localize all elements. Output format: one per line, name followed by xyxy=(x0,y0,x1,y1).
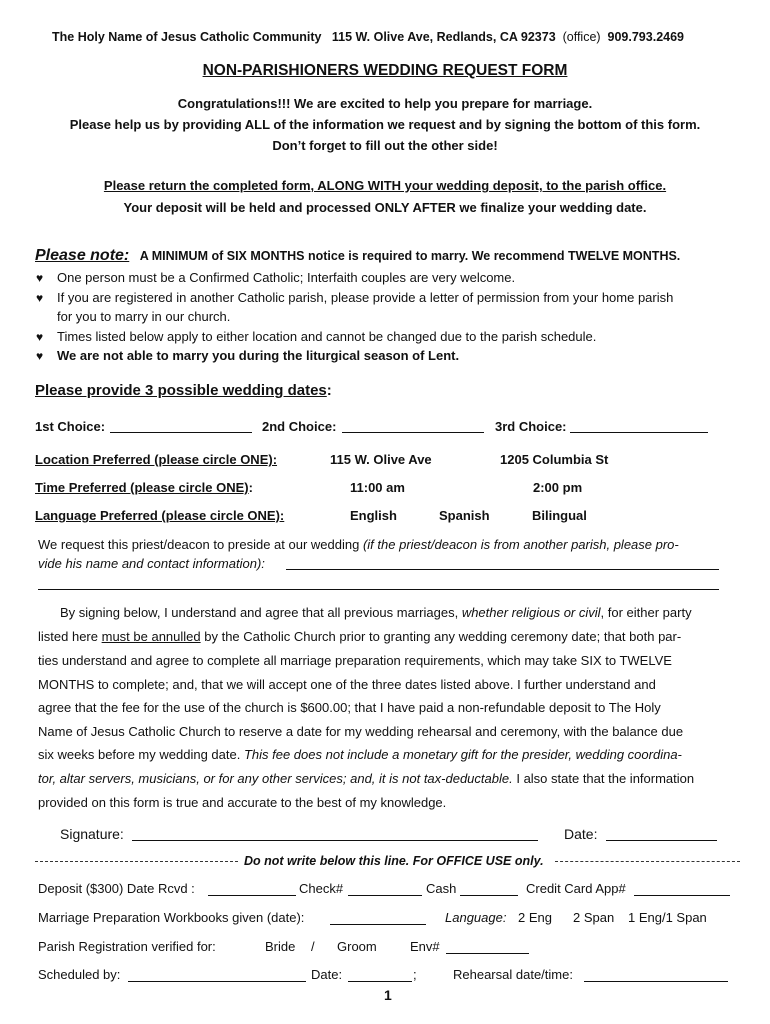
language-option-english[interactable]: English xyxy=(350,508,397,523)
bride-option[interactable]: Bride xyxy=(265,939,296,954)
office-label: (office) xyxy=(562,30,601,44)
signature-date-label: Date: xyxy=(564,826,598,842)
envelope-number-field[interactable] xyxy=(446,953,529,954)
page-title: NON-PARISHIONERS WEDDING REQUEST FORM xyxy=(202,62,568,79)
dates-heading xyxy=(35,382,332,399)
agreement-text: I also state that the information xyxy=(516,771,695,786)
bullet-heart-icon: ♥ xyxy=(36,271,44,285)
third-choice-label: 3rd Choice: xyxy=(495,419,567,434)
agreement-text: By signing below, I understand and agree that all previous marriages, xyxy=(60,605,459,620)
workbooks-label: Marriage Preparation Workbooks given (date): xyxy=(38,910,305,925)
groom-option[interactable]: Groom xyxy=(337,939,377,954)
agreement-underlined-text: must be annulled xyxy=(101,629,201,644)
registration-label: Parish Registration verified for: xyxy=(38,939,216,954)
deposit-instruction: Your deposit will be held and processed ONLY AFTER we finalize your wedding date. xyxy=(123,200,647,215)
priest-info-field-2[interactable] xyxy=(38,589,719,590)
agreement-line xyxy=(38,747,682,762)
bride-groom-separator: / xyxy=(311,939,315,954)
time-label-colon: : xyxy=(248,480,253,495)
time-label: Time Preferred (please circle ONE) xyxy=(35,480,249,495)
language-option-bilingual[interactable]: Bilingual xyxy=(532,508,587,523)
scheduled-date-field[interactable] xyxy=(348,981,412,982)
priest-request-text: We request this priest/deacon to preside at our wedding xyxy=(38,537,360,552)
third-choice-field[interactable] xyxy=(570,432,708,433)
priest-request-note-continued: vide his name and contact information): xyxy=(38,556,265,571)
first-choice-field[interactable] xyxy=(110,432,252,433)
office-phone: 909.793.2469 xyxy=(607,30,684,44)
office-language-option[interactable]: 2 Span xyxy=(573,910,615,925)
org-address: 115 W. Olive Ave, Redlands, CA 92373 xyxy=(331,30,556,44)
return-instruction: Please return the completed form, ALONG WITH your wedding deposit, to the parish office. xyxy=(103,178,667,193)
check-label: Check# xyxy=(299,881,344,896)
priest-request-note: (if the priest/deacon is from another parish, please pro- xyxy=(362,537,679,552)
note-label: Please note: xyxy=(35,247,130,264)
scheduled-date-label: Date: xyxy=(311,967,343,982)
deposit-label: Deposit ($300) Date Rcvd : xyxy=(38,881,195,896)
bullet-heart-icon: ♥ xyxy=(36,291,44,305)
location-option-columbia[interactable]: 1205 Columbia St xyxy=(500,452,609,467)
intro-line-2: Please help us by providing ALL of the information we request and by signing the bottom of this form. xyxy=(69,117,701,132)
note-bullet: We are not able to marry you during the liturgical season of Lent. xyxy=(57,348,460,363)
agreement-line: MONTHS to complete; and, that we will accept one of the three dates listed above. I further understand and xyxy=(38,677,656,692)
note-bullet-continued: for you to marry in our church. xyxy=(57,309,231,324)
agreement-line: Name of Jesus Catholic Church to reserve a date for my wedding rehearsal and ceremony, with the balance due xyxy=(38,724,684,739)
location-option-olive[interactable]: 115 W. Olive Ave xyxy=(330,452,432,467)
time-label-row xyxy=(35,480,253,495)
agreement-line xyxy=(38,629,681,644)
signature-field[interactable] xyxy=(132,840,538,841)
date-received-field[interactable] xyxy=(208,895,296,896)
signature-label: Signature: xyxy=(60,826,124,842)
note-bullet: If you are registered in another Catholic parish, please provide a letter of permission from your home parish xyxy=(57,290,674,305)
time-option-11am[interactable]: 11:00 am xyxy=(350,480,405,495)
office-divider-right xyxy=(555,861,740,862)
office-language-label: Language: xyxy=(445,910,507,925)
header-line xyxy=(52,30,684,44)
language-option-spanish[interactable]: Spanish xyxy=(439,508,490,523)
agreement-italic-text: tor, altar servers, musicians, or for any other services; and, it is not tax-deductable. xyxy=(38,771,513,786)
office-language-option[interactable]: 1 Eng/1 Span xyxy=(628,910,707,925)
scheduled-date-semicolon: ; xyxy=(413,967,417,982)
priest-info-field[interactable] xyxy=(286,569,719,570)
note-row xyxy=(35,247,680,265)
note-text: A MINIMUM of SIX MONTHS notice is required to marry. We recommend TWELVE MONTHS. xyxy=(139,249,681,263)
agreement-text: by the Catholic Church prior to granting any wedding ceremony date; that both par- xyxy=(204,629,682,644)
agreement-italic-text: whether religious or civil xyxy=(461,605,601,620)
scheduled-by-label: Scheduled by: xyxy=(38,967,121,982)
agreement-line: provided on this form is true and accurate to the best of my knowledge. xyxy=(38,795,447,810)
agreement-text: listed here xyxy=(38,629,98,644)
priest-request-line xyxy=(38,537,679,552)
rehearsal-field[interactable] xyxy=(584,981,728,982)
time-option-2pm[interactable]: 2:00 pm xyxy=(533,480,583,495)
office-use-notice: Do not write below this line. For OFFICE USE only. xyxy=(244,854,544,868)
rehearsal-label: Rehearsal date/time: xyxy=(453,967,573,982)
location-label: Location Preferred (please circle ONE): xyxy=(35,452,278,467)
second-choice-label: 2nd Choice: xyxy=(262,419,337,434)
dates-heading-colon: : xyxy=(326,382,332,399)
agreement-line xyxy=(38,771,694,786)
dates-heading-text: Please provide 3 possible wedding dates xyxy=(35,382,327,399)
agreement-text: six weeks before my wedding date. xyxy=(38,747,241,762)
agreement-line: ties understand and agree to complete all marriage preparation requirements, which may take SIX to TWELVE xyxy=(38,653,672,668)
agreement-text: , for either party xyxy=(600,605,692,620)
bullet-heart-icon: ♥ xyxy=(36,349,44,363)
agreement-line xyxy=(60,605,692,620)
agreement-line: agree that the fee for the use of the church is $600.00; that I have paid a non-refundable deposit to The Holy xyxy=(38,700,661,715)
workbooks-date-field[interactable] xyxy=(330,924,426,925)
note-bullet: One person must be a Confirmed Catholic; Interfaith couples are very welcome. xyxy=(57,270,516,285)
agreement-italic-text: This fee does not include a monetary gift for the presider, wedding coordina- xyxy=(243,747,682,762)
credit-card-label: Credit Card App# xyxy=(526,881,626,896)
first-choice-label: 1st Choice: xyxy=(35,419,106,434)
office-divider-left xyxy=(35,861,238,862)
language-label: Language Preferred (please circle ONE): xyxy=(35,508,285,523)
cash-label: Cash xyxy=(426,881,457,896)
office-language-option[interactable]: 2 Eng xyxy=(518,910,552,925)
cash-field[interactable] xyxy=(460,895,518,896)
check-number-field[interactable] xyxy=(348,895,422,896)
intro-line-3: Don’t forget to fill out the other side! xyxy=(272,138,498,153)
intro-line-1: Congratulations!!! We are excited to help you prepare for marriage. xyxy=(177,96,593,111)
note-bullet: Times listed below apply to either location and cannot be changed due to the parish schedule. xyxy=(57,329,597,344)
scheduled-by-field[interactable] xyxy=(128,981,306,982)
credit-card-field[interactable] xyxy=(634,895,730,896)
second-choice-field[interactable] xyxy=(342,432,484,433)
envelope-label: Env# xyxy=(410,939,440,954)
org-name: The Holy Name of Jesus Catholic Community xyxy=(52,30,322,44)
bullet-heart-icon: ♥ xyxy=(36,330,44,344)
signature-date-field[interactable] xyxy=(606,840,717,841)
page-number: 1 xyxy=(384,987,392,1003)
